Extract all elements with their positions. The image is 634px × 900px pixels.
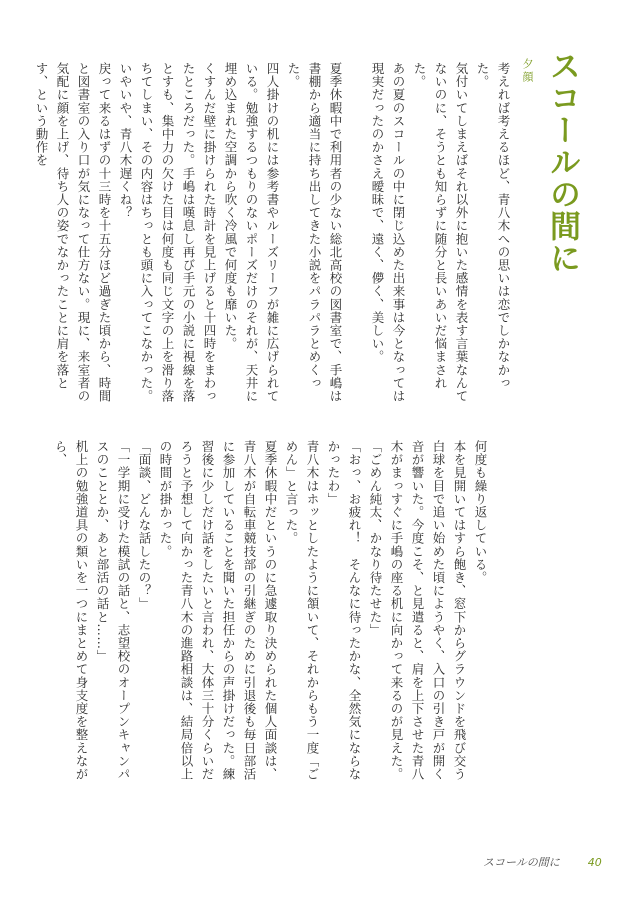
paragraph: 考えれば考えるほど、青八木への思いは恋でしかなかった。 bbox=[475, 62, 511, 390]
paragraph-spacer bbox=[346, 62, 367, 410]
paragraph: 本を見開いてはすら飽き、窓下からグラウンドを飛び交う白球を目で追い始めた頃にようやく、入口の引き戸が開く音が響いた。今度こそ、と見遣ると、肩を上下させた青八木がまっすぐに手嶋の座る机に向かって来るのが見えた。 bbox=[389, 440, 467, 781]
page-footer bbox=[483, 854, 602, 870]
paragraph: 気付いてしまえばそれ以外に抱いた感情を表す言葉なんてないのに、そうとも知らずに随分と長いあいだ悩まされた。 bbox=[412, 62, 469, 403]
paragraph: 青八木はホッとしたように頷いて、それからもう一度「ごめん」と言った。 bbox=[284, 440, 320, 781]
paragraph: 「ごめん純太、かなり待たせた」 bbox=[368, 440, 383, 637]
running-title: スコールの間に bbox=[483, 856, 560, 869]
paragraph: 机上の勉強道具の類いを一つにまとめて身支度を整えながら、 bbox=[53, 440, 89, 781]
paragraph: いやいや、青八木遅くね？ bbox=[118, 62, 133, 220]
paragraph: 「面談、どんな話したの？」 bbox=[137, 440, 152, 611]
upper-text-block bbox=[34, 62, 514, 410]
paragraph: 「一学期に受けた模試の話と、志望校のオープンキャンパスのこととか、あと部活の話と……」 bbox=[95, 440, 131, 781]
paragraph: くすんだ壁に掛けられた時計を見上げると十四時をまわったところだった。手嶋は嘆息し再び手元の小説に視線を落とすも、集中力の欠けた目は何度も同じ文字の上を滑り落ちてしまい、その内容はちっとも頭に入ってこなかった。 bbox=[139, 62, 217, 403]
paragraph: 四人掛けの机には参考書やルーズリーフが雑に広げられている。勉強するつもりのないポーズだけのそれが、天井に埋め込まれた空調から吹く冷風で何度も靡いた。 bbox=[223, 62, 280, 403]
paragraph: 夏季休暇中で利用者の少ない総北高校の図書室で、手嶋は書棚から適当に持ち出してきた小説をパラパラとめくった。 bbox=[286, 62, 343, 403]
lower-text-block bbox=[21, 440, 491, 790]
author-name: 夕顔 bbox=[521, 58, 534, 84]
paragraph: 「おっ、お疲れ！ そんなに待ったかな、全然気にならなかったわ」 bbox=[326, 440, 362, 781]
paragraph: 戻って来るはずの十三時を十五分ほど過ぎた頃から、時間と図書室の入り口が気になって仕方ない。現に、来室者の気配に顔を上げ、待ち人の姿でなかったことに肩を落とす、という動作を bbox=[34, 62, 112, 403]
paragraph: 何度も繰り返している。 bbox=[473, 440, 488, 585]
page-number: 40 bbox=[587, 856, 602, 869]
paragraph: あの夏のスコールの中に閉じ込めた出来事は今となっては現実だったのかさえ曖昧で、遠く、儚く、美しい。 bbox=[370, 62, 406, 403]
page-title: スコールの間に bbox=[544, 50, 580, 274]
paragraph: 夏季休暇中だというのに急遽取り決められた個人面談は、青八木が自転車競技部の引継ぎのために引退後も毎日部活に参加していることを聞いた担任からの声掛けだった。練習後に少しだけ話をしたいと言われ、大体三十分くらいだろうと予想して向かった青八木の進路相談は、結局倍以上の時間が掛かった。 bbox=[158, 440, 278, 781]
